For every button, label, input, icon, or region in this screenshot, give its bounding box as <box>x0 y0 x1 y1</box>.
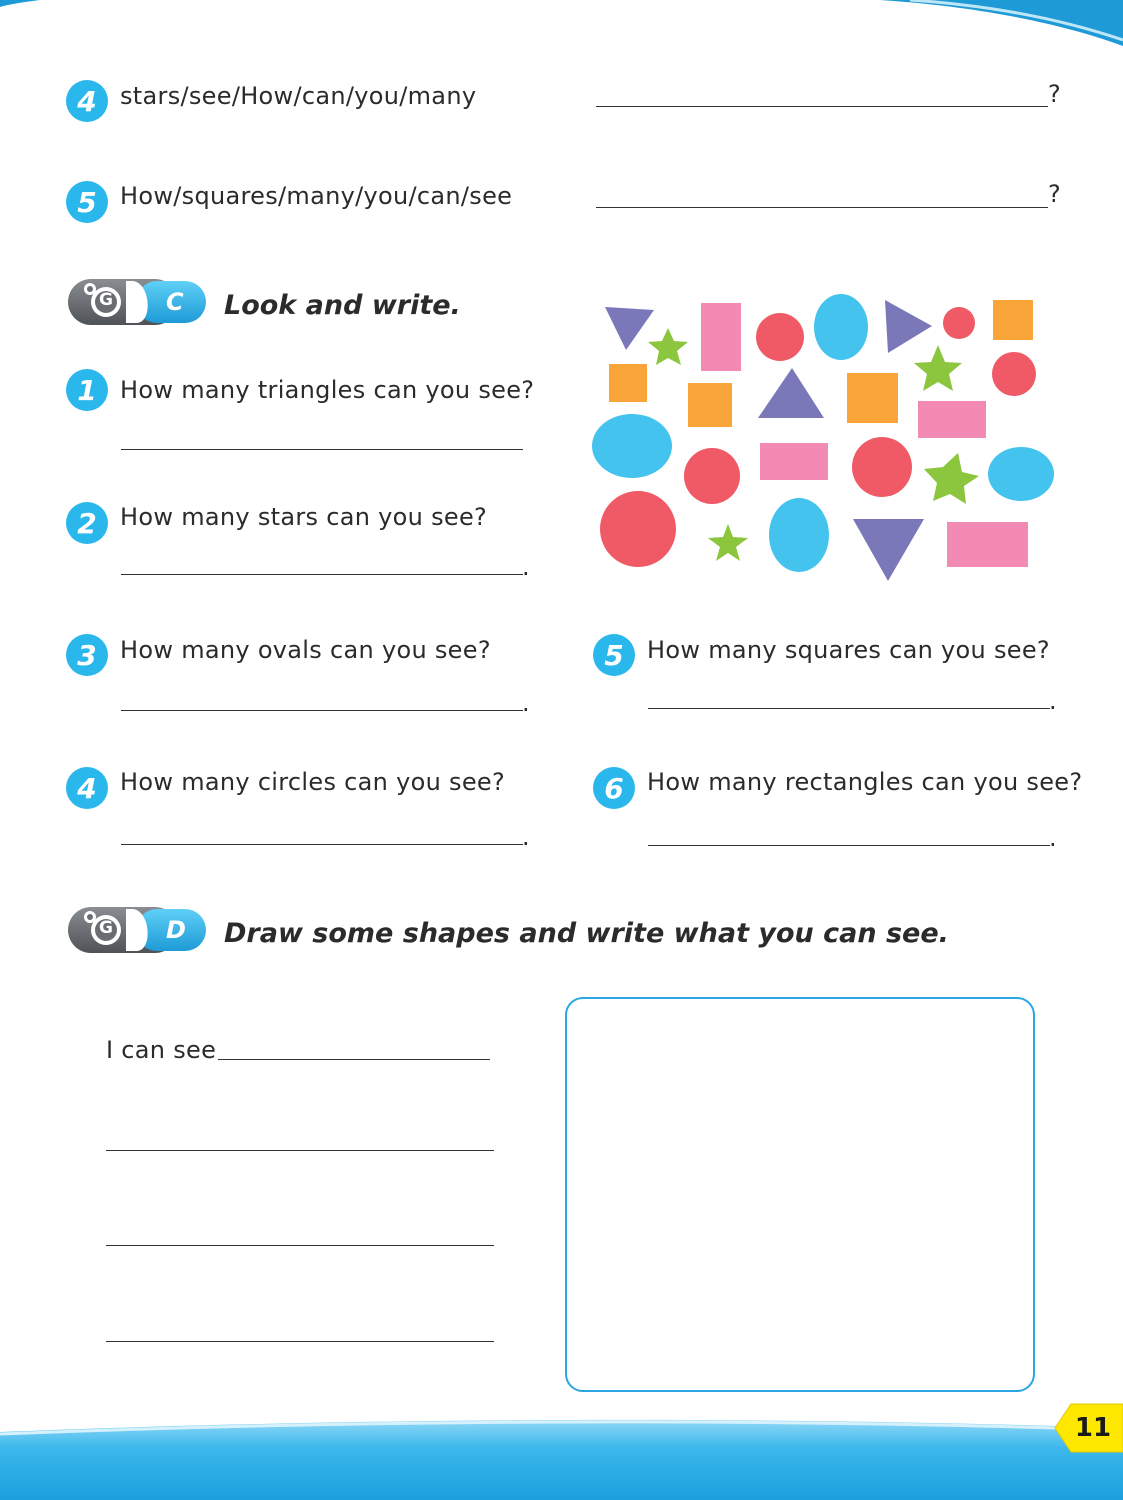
circle-shape <box>852 437 912 497</box>
section-c-badge <box>66 275 208 329</box>
answer-line[interactable] <box>218 1059 490 1060</box>
section-d-badge <box>66 903 208 957</box>
gear-icon-letter: G <box>99 918 113 938</box>
question-number-badge: 5 <box>593 634 635 676</box>
section-c-title: Look and write. <box>224 290 461 321</box>
item-number-badge: 5 <box>66 181 108 223</box>
answer-line[interactable] <box>648 708 1050 709</box>
question-text: How many triangles can you see? <box>120 376 535 404</box>
section-letter: C <box>166 288 184 316</box>
answer-line[interactable] <box>106 1341 494 1342</box>
oval-shape <box>988 447 1054 501</box>
oval-shape <box>769 498 829 572</box>
star-shape <box>914 345 962 391</box>
rectangle-shape <box>947 522 1028 567</box>
answer-line[interactable] <box>106 1245 494 1246</box>
sentence-start: I can see <box>106 1036 217 1064</box>
scrambled-sentence: How/squares/many/you/can/see <box>120 182 513 210</box>
full-stop: . <box>522 823 530 851</box>
circle-shape <box>943 307 975 339</box>
top-corner-decoration <box>880 0 1123 50</box>
page-number: 11 <box>1074 1413 1112 1443</box>
answer-line[interactable] <box>106 1150 494 1151</box>
circle-shape <box>600 491 676 567</box>
question-number-badge: 4 <box>66 767 108 809</box>
drawing-box[interactable] <box>565 997 1035 1392</box>
full-stop: . <box>1049 824 1057 852</box>
square-shape <box>847 373 898 423</box>
oval-shape <box>592 414 672 478</box>
question-number-badge: 2 <box>66 502 108 544</box>
triangle-shape <box>605 307 654 350</box>
square-shape <box>609 364 647 402</box>
question-number-badge: 3 <box>66 634 108 676</box>
gear-icon-letter: G <box>99 290 113 310</box>
shapes-picture <box>588 290 1058 590</box>
answer-line[interactable] <box>648 845 1050 846</box>
answer-line[interactable] <box>121 574 523 575</box>
top-left-decoration <box>0 0 40 8</box>
full-stop: . <box>522 689 530 717</box>
rectangle-shape <box>760 443 828 480</box>
star-shape <box>708 524 748 561</box>
triangle-shape <box>853 519 924 581</box>
section-d-title: Draw some shapes and write what you can see. <box>224 918 949 949</box>
square-shape <box>993 300 1033 340</box>
triangle-shape <box>758 368 824 418</box>
circle-shape <box>992 352 1036 396</box>
question-text: How many rectangles can you see? <box>647 768 1083 796</box>
question-text: How many squares can you see? <box>647 636 1050 664</box>
answer-line[interactable] <box>121 449 523 450</box>
square-shape <box>688 383 732 427</box>
oval-shape <box>814 294 868 360</box>
triangle-shape <box>885 300 932 353</box>
rectangle-shape <box>701 303 741 371</box>
answer-line[interactable] <box>121 844 523 845</box>
question-mark: ? <box>1048 80 1061 108</box>
question-number-badge: 1 <box>66 369 108 411</box>
rectangle-shape <box>918 401 986 438</box>
star-shape <box>924 453 979 504</box>
circle-shape <box>684 448 740 504</box>
star-shape <box>648 328 688 365</box>
item-number-badge: 4 <box>66 80 108 122</box>
scrambled-sentence: stars/see/How/can/you/many <box>120 82 477 110</box>
full-stop: . <box>522 553 530 581</box>
answer-line[interactable] <box>121 710 523 711</box>
bottom-decoration <box>0 1410 1123 1500</box>
question-text: How many stars can you see? <box>120 503 488 531</box>
answer-line[interactable] <box>596 106 1048 107</box>
answer-line[interactable] <box>596 207 1048 208</box>
question-mark: ? <box>1048 180 1061 208</box>
section-letter: D <box>166 916 186 944</box>
question-text: How many ovals can you see? <box>120 636 491 664</box>
question-text: How many circles can you see? <box>120 768 506 796</box>
full-stop: . <box>1049 687 1057 715</box>
circle-shape <box>756 313 804 361</box>
question-number-badge: 6 <box>593 767 635 809</box>
